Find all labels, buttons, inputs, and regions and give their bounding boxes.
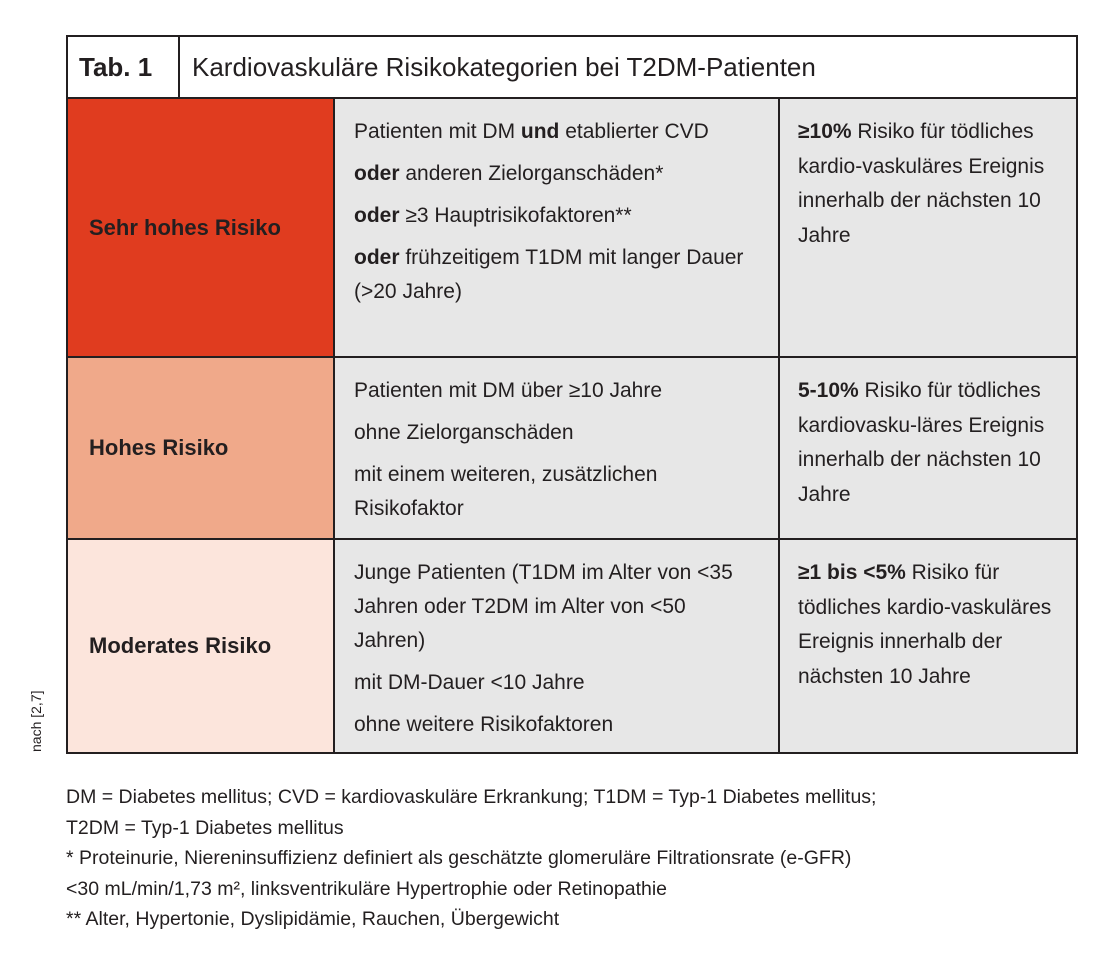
- risk-category-label: Moderates Risiko: [89, 633, 272, 658]
- table-row: [68, 99, 1076, 358]
- abbreviations-line: T2DM = Typ-1 Diabetes mellitus: [66, 816, 344, 839]
- abbreviations-line: DM = Diabetes mellitus; CVD = kardiovaskuläre Erkrankung; T1DM = Typ-1 Diabetes mellitus;: [66, 786, 877, 808]
- risk-percentage: ≥10%: [798, 120, 852, 143]
- description-line: ohne Zielorganschäden: [354, 421, 574, 444]
- risk-percentage-cell: [780, 540, 1076, 752]
- risk-description: Risiko für tödliches kardio-vaskuläres Ereignis innerhalb der nächsten 10 Jahre: [798, 561, 1052, 688]
- table-number-label: Tab. 1: [68, 37, 180, 97]
- footnotes: [66, 782, 1076, 935]
- risk-category-label: Hohes Risiko: [89, 435, 229, 460]
- description-line: oder ≥3 Hauptrisikofaktoren**: [354, 204, 632, 227]
- risk-category-label: Sehr hohes Risiko: [89, 214, 281, 240]
- table-title: Kardiovaskuläre Risikokategorien bei T2DM-Patienten: [192, 52, 816, 82]
- patient-description-cell: [335, 99, 780, 356]
- footnote-single-asterisk-cont: <30 mL/min/1,73 m², linksventrikuläre Hypertrophie oder Retinopathie: [66, 877, 668, 900]
- description-line: Junge Patienten (T1DM im Alter von <35 Jahren oder T2DM im Alter von <50 Jahren): [354, 561, 733, 652]
- risk-percentage: ≥1 bis <5%: [798, 561, 906, 584]
- description-line: oder anderen Zielorganschäden*: [354, 162, 664, 185]
- description-line: Patienten mit DM und etablierter CVD: [354, 120, 709, 143]
- risk-percentage: 5-10%: [798, 379, 859, 402]
- description-line: mit DM-Dauer <10 Jahre: [354, 671, 585, 694]
- description-line: ohne weitere Risikofaktoren: [354, 713, 614, 736]
- risk-description: Risiko für tödliches kardio-vaskuläres Ereignis innerhalb der nächsten 10 Jahre: [798, 120, 1045, 247]
- table-row: [68, 540, 1076, 752]
- patient-description-cell: [335, 358, 780, 538]
- risk-category-table: [66, 35, 1078, 754]
- patient-description-cell: [335, 540, 780, 752]
- risk-category-cell: [68, 99, 335, 356]
- table-title-row: [68, 37, 1076, 99]
- risk-description: Risiko für tödliches kardiovasku-läres Ereignis innerhalb der nächsten 10 Jahre: [798, 379, 1045, 506]
- footnote-single-asterisk: * Proteinurie, Niereninsuffizienz definiert als geschätzte glomeruläre Filtrationsrate (e-GFR): [66, 847, 852, 869]
- risk-category-cell: [68, 540, 335, 752]
- description-line: mit einem weiteren, zusätzlichen Risikofaktor: [354, 463, 658, 520]
- description-line: Patienten mit DM über ≥10 Jahre: [354, 379, 663, 402]
- risk-percentage-cell: [780, 99, 1076, 356]
- table-row: [68, 358, 1076, 540]
- footnote-double-asterisk: ** Alter, Hypertonie, Dyslipidämie, Rauchen, Übergewicht: [66, 908, 560, 930]
- risk-category-cell: [68, 358, 335, 538]
- source-note: nach [2,7]: [28, 690, 44, 752]
- description-line: oder frühzeitigem T1DM mit langer Dauer (>20 Jahre): [354, 246, 744, 303]
- risk-percentage-cell: [780, 358, 1076, 538]
